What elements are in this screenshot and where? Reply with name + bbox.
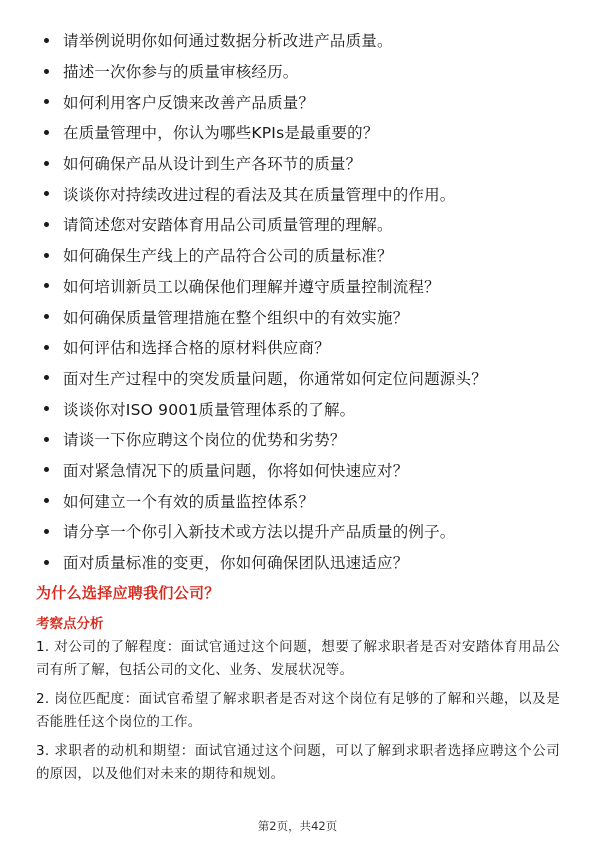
question-text: 谈谈你对持续改进过程的看法及其在质量管理中的作用。 [63,185,456,204]
question-text: 如何确保生产线上的产品符合公司的质量标准？ [63,247,393,266]
bullet-icon [44,69,49,74]
question-text: 如何建立一个有效的质量监控体系？ [63,492,315,511]
question-text: 面对紧急情况下的质量问题，你将如何快速应对？ [63,461,409,480]
section-heading: 为什么选择应聘我们公司？ [36,584,220,602]
bullet-icon [44,99,49,104]
analysis-paragraph: 2. 岗位匹配度：面试官希望了解求职者是否对这个岗位有足够的了解和兴趣，以及是否能胜任这个岗位的工作。 [36,691,560,730]
bullet-icon [44,437,49,442]
question-text: 如何确保产品从设计到生产各环节的质量？ [63,155,362,174]
list-item [44,424,564,455]
question-text: 谈谈你对ISO 9001质量管理体系的了解。 [63,400,356,419]
bullet-icon [44,191,49,196]
bullet-icon [44,222,49,227]
list-item [44,485,564,516]
question-text: 请举例说明你如何通过数据分析改进产品质量。 [63,32,393,51]
bullet-icon [44,345,49,350]
list-item [44,455,564,486]
list-item [44,240,564,271]
question-text: 如何利用客户反馈来改善产品质量？ [63,93,315,112]
bullet-icon [44,314,49,319]
question-text: 如何培训新员工以确保他们理解并遵守质量控制流程？ [63,277,440,296]
list-item [44,209,564,240]
list-item [44,56,564,87]
analysis-body [36,636,560,792]
analysis-paragraph: 3. 求职者的动机和期望：面试官通过这个问题，可以了解到求职者选择应聘这个公司的原因，以及他们对未来的期待和规划。 [36,743,560,782]
question-text: 如何评估和选择合格的原材料供应商？ [63,339,330,358]
list-item [44,393,564,424]
question-text: 请简述您对安踏体育用品公司质量管理的理解。 [63,216,393,235]
list-item [44,363,564,394]
bullet-icon [44,130,49,135]
bullet-icon [44,498,49,503]
bullet-icon [44,283,49,288]
list-item [44,516,564,547]
list-item [44,178,564,209]
bullet-icon [44,375,49,380]
list-item [44,86,564,117]
bullet-icon [44,161,49,166]
question-text: 请分享一个你引入新技术或方法以提升产品质量的例子。 [63,523,456,542]
question-list [44,25,564,577]
bullet-icon [44,467,49,472]
question-text: 面对质量标准的变更，你如何确保团队迅速适应？ [63,554,409,573]
bullet-icon [44,560,49,565]
question-text: 在质量管理中，你认为哪些KPIs是最重要的？ [63,124,379,143]
list-item [44,332,564,363]
bullet-icon [44,406,49,411]
question-text: 请谈一下你应聘这个岗位的优势和劣势？ [63,431,346,450]
bullet-icon [44,38,49,43]
list-item [44,547,564,578]
question-text: 面对生产过程中的突发质量问题，你通常如何定位问题源头？ [63,369,487,388]
analysis-paragraph: 1. 对公司的了解程度：面试官通过这个问题，想要了解求职者是否对安踏体育用品公司有所了解，包括公司的文化、业务、发展状况等。 [36,639,560,678]
question-text: 如何确保质量管理措施在整个组织中的有效实施？ [63,308,409,327]
bullet-icon [44,529,49,534]
list-item [44,271,564,302]
list-item [44,301,564,332]
question-text: 描述一次你参与的质量审核经历。 [63,63,299,82]
list-item [44,148,564,179]
bullet-icon [44,253,49,258]
list-item [44,25,564,56]
analysis-subheading: 考察点分析 [36,616,104,632]
list-item [44,117,564,148]
page-number: 第2页，共42页 [257,819,338,833]
